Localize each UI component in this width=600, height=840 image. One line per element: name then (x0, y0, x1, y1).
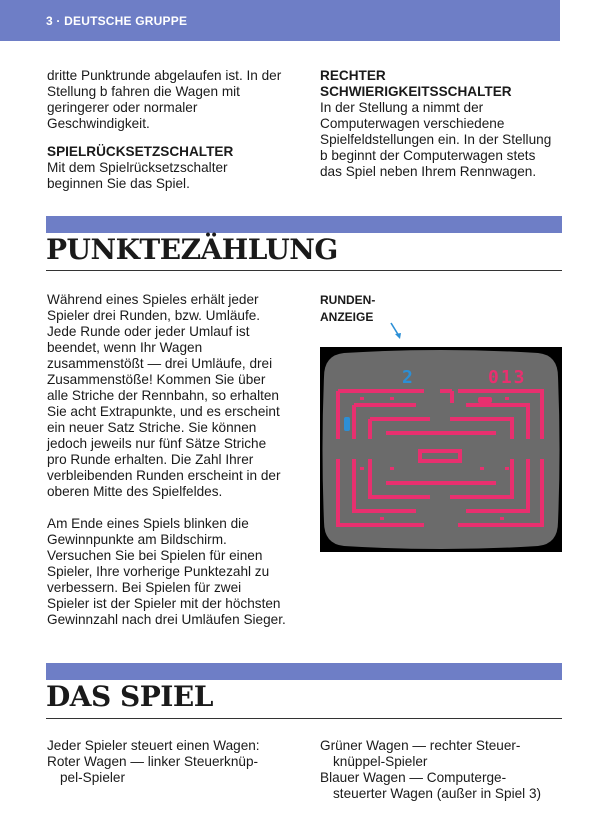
scoring-section-bar (46, 216, 562, 233)
reset-switch-block (47, 144, 287, 192)
game-right-text (320, 738, 565, 802)
blue-car (344, 417, 350, 431)
red-car (478, 397, 492, 403)
game-left-text (47, 738, 302, 786)
game-right-line4: steuerter Wagen (außer in Spiel 3) (333, 786, 542, 801)
round-indicator-label-line2: ANZEIGE (320, 310, 374, 324)
intro-paragraph: dritte Punktrunde abgelaufen ist. In der Stellung b fahren die Wagen mit geringerer oder normaler Geschwindigkeit. (47, 68, 282, 131)
game-section-rule (46, 718, 562, 719)
game-left-line1: Jeder Spieler steuert einen Wagen: (47, 738, 260, 753)
section-header-text: 3 · DEUTSCHE GRUPPE (46, 14, 188, 28)
right-difficulty-text: In der Stellung a nimmt der Computerwagen verschiedene Spielfeldstellungen ein. In der Stellung b beginnt der Computerwagen stets das Spiel neben Ihrem Rennwagen. (320, 100, 552, 179)
scoring-paragraph-2: Am Ende eines Spiels blinken die Gewinnpunkte am Bildschirm. Versuchen Sie bei Spielen für einen Spieler, Ihre vorherige Punktezahl zu verbessern. Bei Spielen für zwei Spieler ist der Spieler mit der höchsten Gewinnzahl nach drei Umläufen Sieger. (47, 516, 286, 627)
game-section-title: DAS SPIEL (46, 680, 213, 713)
section-header-bar (0, 0, 560, 41)
game-left-line3: pel-Spieler (60, 770, 125, 785)
game-right-line2: knüppel-Spieler (333, 754, 428, 769)
reset-switch-text: Mit dem Spielrücksetzschalter beginnen Sie das Spiel. (47, 160, 228, 191)
game-section-bar (46, 663, 562, 680)
game-screen (320, 347, 562, 552)
right-difficulty-heading: RECHTER SCHWIERIGKEITSSCHALTER (320, 68, 512, 99)
reset-switch-heading: SPIELRÜCKSETZSCHALTER (47, 144, 234, 159)
scoring-section-rule (46, 270, 562, 271)
game-left-line2: Roter Wagen — linker Steuerknüp- (47, 754, 259, 769)
pointer-arrow-icon (390, 322, 404, 340)
round-indicator-label (320, 292, 375, 326)
scoring-section-title: PUNKTEZÄHLUNG (46, 233, 338, 266)
screen-round-digit: 2 (402, 367, 413, 388)
screen-score-digits: 013 (488, 367, 527, 388)
game-right-line3: Blauer Wagen — Computerge- (320, 770, 507, 785)
game-right-line1: Grüner Wagen — rechter Steuer- (320, 738, 521, 753)
right-difficulty-block (320, 68, 555, 180)
round-indicator-label-line1: RUNDEN- (320, 293, 376, 307)
scoring-paragraph-1: Während eines Spieles erhält jeder Spieler drei Runden, bzw. Umläufe. Jede Runde oder jeder Umlauf ist beendet, wenn Ihr Wagen zusammenstößt — drei Umläufe, drei Zusammenstöße! Kommen Sie über alle Striche der Rennbahn, so erhalten Sie acht Extrapunkte, und es erscheint ein neuer Satz Striche. Sie können jedoch jeweils nur fünf Sätze Striche pro Runde erhalten. Die Zahl Ihrer verbleibenden Runden erscheint in der oberen Mitte des Spielfeldes. (47, 292, 281, 499)
